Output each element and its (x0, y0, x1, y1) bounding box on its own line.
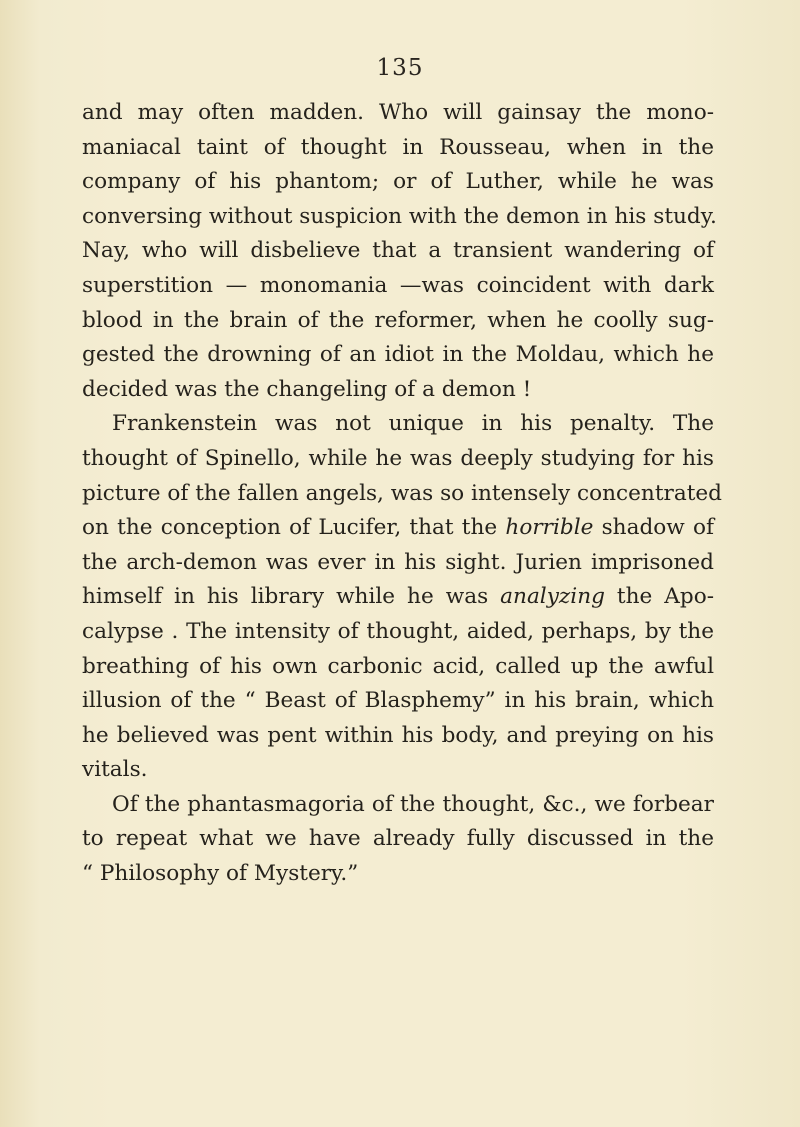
italic-word: analyzing (500, 584, 605, 610)
paragraph-end-line: decided was the changeling of a demon ! (82, 376, 532, 402)
paragraph-start-line: Frankenstein was not unique in his penalty. The (112, 411, 714, 437)
paragraph-end-line: vitals. (82, 757, 148, 783)
page-number: 135 (376, 55, 424, 81)
paragraph-end-line: “ Philosophy of Mystery.” (82, 861, 359, 887)
text-line: calypse . The intensity of thought, aided, perhaps, by the (82, 618, 714, 644)
line-segment: himself in his library while he was (82, 584, 501, 610)
text-line: picture of the fallen angels, was so intensely concentrated (82, 480, 722, 506)
text-line: breathing of his own carbonic acid, called up the awful (82, 653, 714, 679)
text-line: conversing without suspicion with the demon in his study. (82, 203, 717, 229)
line-segment: the Apo- (604, 584, 714, 610)
text-line: company of his phantom; or of Luther, while he was (82, 169, 714, 195)
line-segment: shadow of (593, 515, 714, 541)
paragraph-start-line: Of the phantasmagoria of the thought, &c., we forbear (112, 791, 714, 817)
text-line: the arch-demon was ever in his sight. Jurien imprisoned (82, 549, 714, 575)
text-line (82, 580, 714, 615)
text-line: superstition — monomania —was coincident with dark (82, 272, 714, 298)
text-line: and may often madden. Who will gainsay the mono- (82, 100, 714, 125)
text-line (82, 511, 714, 546)
text-line: thought of Spinello, while he was deeply studying for his (82, 445, 714, 471)
text-line: maniacal taint of thought in Rousseau, when in the (82, 134, 714, 160)
page-text (82, 96, 722, 892)
text-line: he believed was pent within his body, and preying on his (82, 722, 714, 748)
text-line: blood in the brain of the reformer, when he coolly sug- (82, 307, 714, 333)
italic-word: horrible (505, 515, 594, 541)
text-line: gested the drowning of an idiot in the Moldau, which he (82, 342, 714, 368)
text-line: to repeat what we have already fully discussed in the (82, 826, 714, 852)
text-line: Nay, who will disbelieve that a transient wandering of (82, 238, 714, 264)
line-segment: on the conception of Lucifer, that the (82, 515, 506, 541)
text-line: illusion of the “ Beast of Blasphemy” in his brain, which (82, 688, 714, 714)
